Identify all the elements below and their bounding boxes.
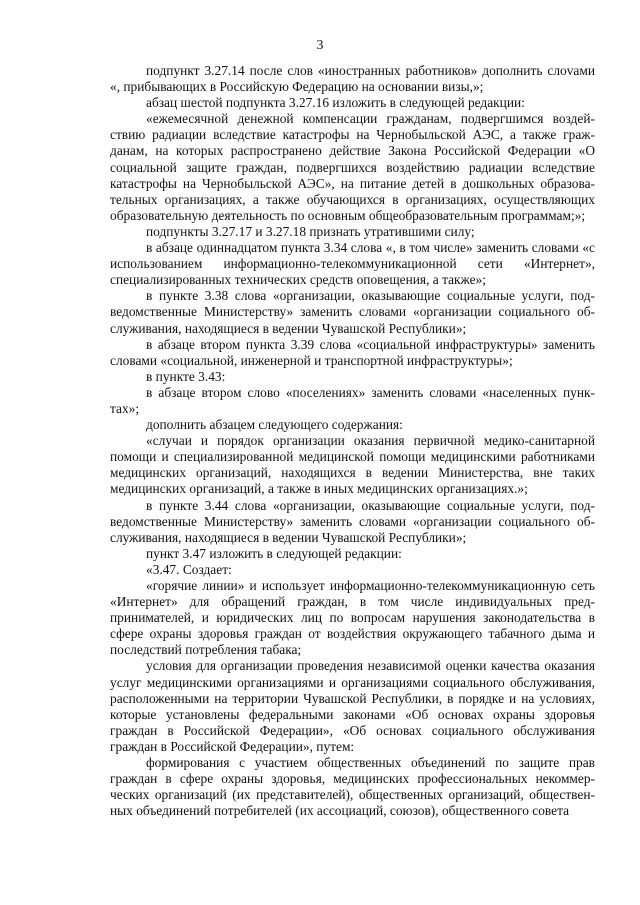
paragraph-item-3-47-intro: пункт 3.47 изложить в следующей редакции: bbox=[146, 545, 402, 561]
paragraph-subitems-void: подпункты 3.27.17 и 3.27.18 признать утратившими силу; bbox=[146, 223, 475, 239]
paragraph-subitem-3-27-16-intro: абзац шестой подпункта 3.27.16 изложить в следующей редакции: bbox=[146, 95, 525, 111]
paragraph-item-3-44: в пункте 3.44 слова «организации, оказывающие социальные услуги, подведомственные Министерству» заменить словами «организации социального обслуживания, находящиеся в ведении Чувашской Республики»; bbox=[110, 497, 595, 545]
paragraph-subitem-3-27-14: подпункт 3.27.14 после слов «иностранных работников» дополнить слоvами «, прибывающих в Российскую Федерацию на основании визы,»; bbox=[110, 63, 595, 95]
paragraph-item-3-39: в абзаце втором пункта 3.39 слова «социальной инфраструктуры» заменить словами «социальной, инженерной и транспортной инфраструктуры»; bbox=[110, 336, 595, 368]
paragraph-item-3-34: в абзаце одиннадцатом пункта 3.34 слова «, в том числе» заменить словами «с использованием информационно-телекоммуникационной сети «Интернет», специализированных технических средств оповещения, а также»; bbox=[110, 240, 595, 288]
paragraph-medical-care-clause: «случаи и порядок организации оказания первичной медико-санитарной помощи и специализированной медицинской помощи медицинскими работниками медицинских организаций, находящихся в ведении Министерства, вне таких медицинских организаций, а также в иных медицинских организациях.»; bbox=[110, 433, 595, 497]
document-body bbox=[110, 63, 595, 819]
paragraph-item-3-43-settlements: в абзаце втором слово «поселениях» заменить словами «населенных пунктах»; bbox=[110, 384, 595, 416]
paragraph-chernobyl-compensation: «ежемесячной денежной компенсации гражданам, подвергшимся воздействию радиации вследствие катастрофы на Чернобыльской АЭС, а также гражданам, на которых распространено действие Закона Российской Федерации «О социальной защите граждан, подвергшихся воздействию радиации вследствие катастрофы на Чернобыльской АЭС», на питание детей в дошкольных образовательных организациях, а также обучающихся в организациях, осуществляющих образовательную деятельность по основным общеобразовательным программам;»; bbox=[110, 111, 595, 223]
paragraph-public-council: формирования с участием общественных объединений по защите прав граждан в сфере охраны здоровья, медицинских профессиональных некоммерческих организаций (их представителей), общественных организаций, общественных объединений потребителей (их ассоциаций, союзов), общественного совета bbox=[110, 755, 595, 819]
paragraph-item-3-47-creates: «3.47. Создает: bbox=[146, 561, 232, 577]
paragraph-item-3-38: в пункте 3.38 слова «организации, оказывающие социальные услуги, подведомственные Министерству» заменить словами «организации социального обслуживания, находящиеся в ведении Чувашской Республики»; bbox=[110, 288, 595, 336]
paragraph-hotlines: «горячие линии» и использует информационно-телекоммуникационную сеть «Интернет» для обращений граждан, в том числе индивидуальных предпринимателей, и юридических лиц по вопросам нарушения законодательства в сфере охраны здоровья граждан от воздействия окружающего табачного дыма и последствий потребления табака; bbox=[110, 578, 595, 658]
paragraph-item-3-43-intro: в пункте 3.43: bbox=[146, 368, 226, 384]
paragraph-add-clause-intro: дополнить абзацем следующего содержания: bbox=[146, 417, 403, 433]
page-number: 3 bbox=[316, 38, 324, 53]
paragraph-independent-assessment: условия для организации проведения независимой оценки качества оказания услуг медицинскими организациями и организациями социального обслуживания, расположенными на территории Чувашской Республики, в порядке и на условиях, которые установлены федеральными законами «Об основах охраны здоровья граждан в Российской Федерации», «Об основах социального обслуживания граждан в Российской Федерации», путем: bbox=[110, 658, 595, 754]
